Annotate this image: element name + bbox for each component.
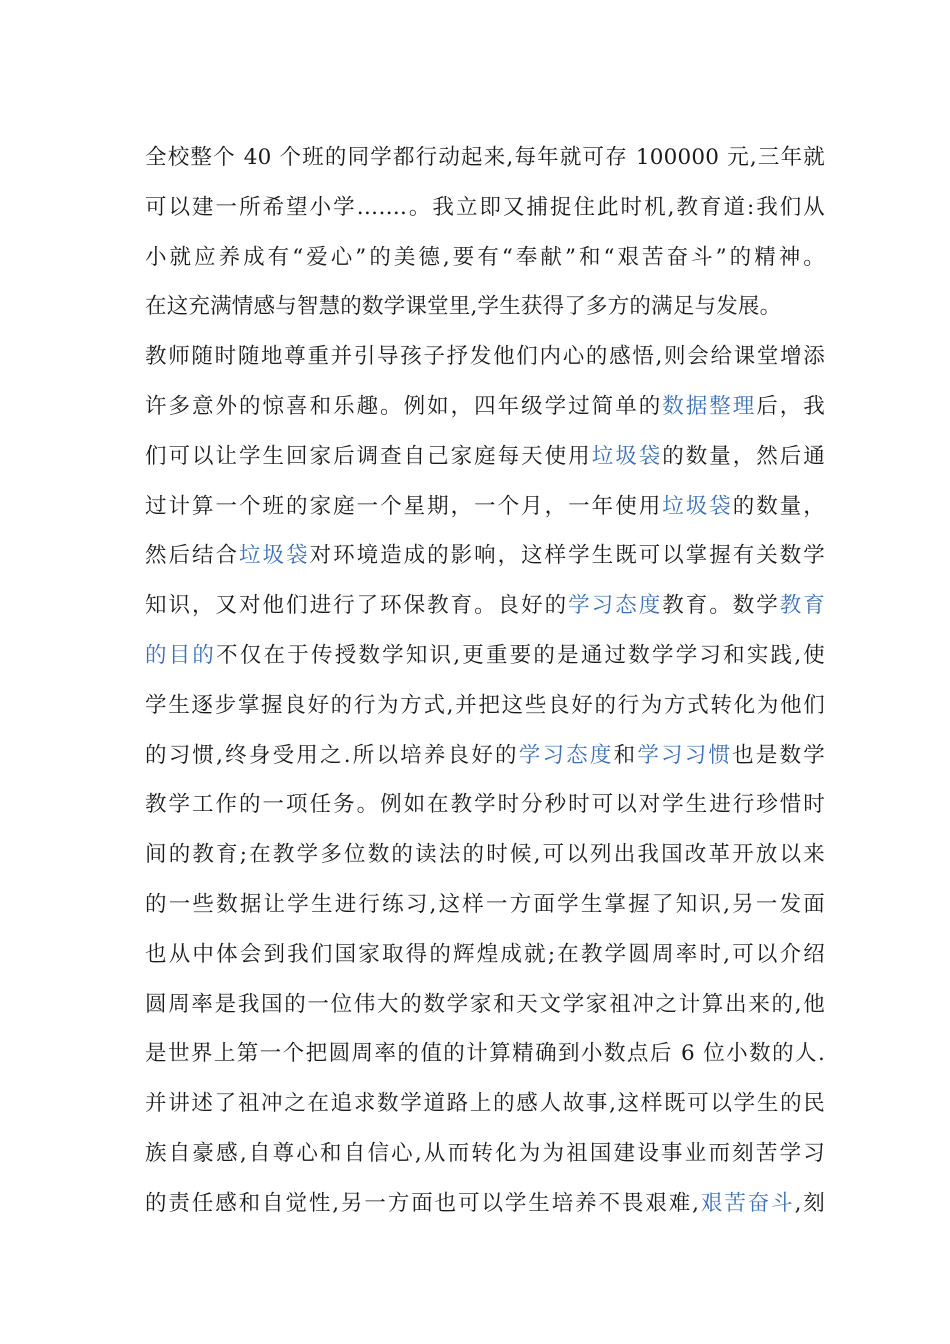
- text-segment: 族自豪感,自尊心和自信心,从而转化为为祖国建设事业而刻苦学习: [145, 1140, 825, 1166]
- text-segment: 对环境造成的影响，这样学生既可以掌握有关数学: [309, 543, 825, 569]
- keyword-link[interactable]: 学习态度: [568, 593, 663, 619]
- keyword-link[interactable]: 的目的: [145, 642, 217, 668]
- text-segment: 在这充满情感与智慧的数学课堂里,学生获得了多方的满足与发展。: [145, 294, 782, 320]
- paragraph-line: [145, 731, 825, 781]
- paragraph-line: [145, 133, 825, 183]
- keyword-link[interactable]: 数据整理: [662, 393, 757, 419]
- text-segment: 的习惯,终身受用之.所以培养良好的: [145, 742, 519, 768]
- paragraph-line: [145, 233, 825, 283]
- text-segment: 的数量，: [732, 493, 825, 519]
- text-segment: 们可以让学生回家后调查自己家庭每天使用: [145, 443, 592, 469]
- text-segment: 全校整个 40 个班的同学都行动起来,每年就可存 100000 元,三年就: [145, 145, 825, 170]
- keyword-link[interactable]: 教育: [779, 593, 825, 619]
- paragraph-line: [145, 282, 825, 332]
- text-segment: 教师随时随地尊重并引导孩子抒发他们内心的感悟,则会给课堂增添: [145, 344, 825, 370]
- paragraph-line: [145, 1179, 825, 1229]
- text-segment: 并讲述了祖冲之在追求数学道路上的感人故事,这样既可以学生的民: [145, 1091, 825, 1117]
- text-segment: 的责任感和自觉性,另一方面也可以学生培养不畏艰难,: [145, 1190, 700, 1216]
- paragraph-line: [145, 880, 825, 930]
- text-segment: 也是数学: [732, 742, 825, 768]
- paragraph-line: [145, 980, 825, 1030]
- text-segment: 许多意外的惊喜和乐趣。例如，四年级学过简单的: [145, 393, 663, 419]
- text-segment: 的一些数据让学生进行练习,这样一方面学生掌握了知识,另一发面: [145, 891, 825, 917]
- paragraph-line: [145, 1129, 825, 1179]
- keyword-link[interactable]: 垃圾袋: [591, 443, 663, 469]
- keyword-link[interactable]: 学习态度: [518, 742, 614, 768]
- text-segment: 知识，又对他们进行了环保教育。良好的: [145, 593, 569, 619]
- paragraph-line: [145, 183, 825, 233]
- paragraph-line: [145, 830, 825, 880]
- text-segment: 可以建一所希望小学…….。我立即又捕捉住此时机,教育道:我们从: [145, 194, 825, 220]
- text-segment: 不仅在于传授数学知识,更重要的是通过数学学习和实践,使: [216, 642, 825, 668]
- text-segment: 教学工作的一项任务。例如在教学时分秒时可以对学生进行珍惜时: [145, 792, 825, 818]
- paragraph-line: [145, 482, 825, 532]
- paragraph-line: [145, 1029, 825, 1079]
- text-segment: 过计算一个班的家庭一个星期，一个月，一年使用: [145, 493, 663, 519]
- text-segment: ,刻: [794, 1190, 826, 1216]
- text-segment: 和: [613, 742, 638, 768]
- text-segment: 教育。数学: [662, 593, 780, 619]
- text-segment: 然后结合: [145, 543, 240, 569]
- text-segment: 后，我: [756, 393, 825, 419]
- keyword-link[interactable]: 艰苦奋斗: [699, 1190, 795, 1216]
- paragraph-line: [145, 332, 825, 382]
- text-segment: 间的教育;在教学多位数的读法的时候,可以列出我国改革开放以来: [145, 842, 825, 868]
- paragraph-line: [145, 382, 825, 432]
- paragraph-line: [145, 581, 825, 631]
- paragraph-line: [145, 531, 825, 581]
- keyword-link[interactable]: 学习习惯: [637, 742, 733, 768]
- keyword-link[interactable]: 垃圾袋: [662, 493, 733, 519]
- paragraph-line: [145, 930, 825, 980]
- text-segment: 圆周率是我国的一位伟大的数学家和天文学家祖冲之计算出来的,他: [145, 991, 825, 1017]
- document-body: [145, 133, 825, 1229]
- paragraph-line: [145, 780, 825, 830]
- paragraph-line: [145, 432, 825, 482]
- text-segment: 也从中体会到我们国家取得的辉煌成就;在教学圆周率时,可以介绍: [145, 941, 825, 967]
- keyword-link[interactable]: 垃圾袋: [239, 543, 310, 569]
- text-segment: 的数量，然后通: [662, 443, 825, 469]
- paragraph-line: [145, 1079, 825, 1129]
- text-segment: 小就应养成有“爱心”的美德,要有“奉献”和“艰苦奋斗”的精神。: [145, 244, 825, 270]
- paragraph-line: [145, 681, 825, 731]
- text-segment: 是世界上第一个把圆周率的值的计算精确到小数点后 6 位小数的人.: [145, 1041, 825, 1067]
- paragraph-line: [145, 631, 825, 681]
- text-segment: 学生逐步掌握良好的行为方式,并把这些良好的行为方式转化为他们: [145, 692, 825, 718]
